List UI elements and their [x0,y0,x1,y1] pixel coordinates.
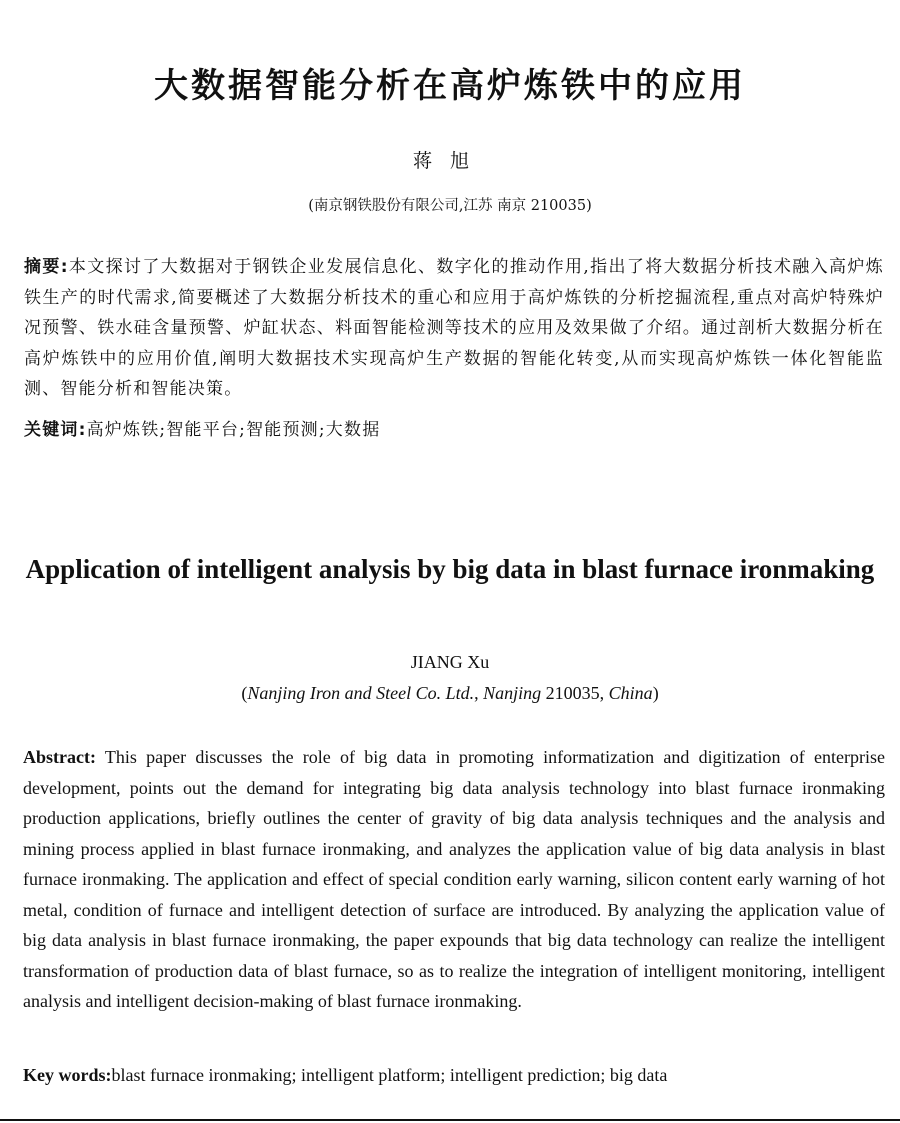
english-abstract-label: Abstract: [23,747,96,767]
affiliation-city: Nanjing [483,683,542,703]
affiliation-org: Nanjing Iron and Steel Co. Ltd. [247,683,475,703]
english-keywords [23,1060,885,1090]
affiliation-close-paren: ) [652,683,659,703]
english-abstract-text: This paper discusses the role of big data in promoting informatization and digitization of enterprise development, points out the demand for integrating big data analysis technology into blast furnace ironmaking production applications, briefly outlines the center of gravity of big data analysis techniques and the analysis and mining process applied in blast furnace ironmaking, and analyzes the application value of big data analysis in blast furnace ironmaking. The application and effect of special condition early warning, silicon content early warning of hot metal, condition of furnace and intelligent detection of surface are introduced. By analyzing the application value of big data analysis in blast furnace ironmaking, the paper expounds that big data technology can realize the intelligent transformation of production data of blast furnace, so as to realize the integration of intelligent monitoring, intelligent analysis and intelligent decision-making of blast furnace ironmaking. [23,747,885,1011]
chinese-abstract [24,252,884,405]
chinese-title: 大数据智能分析在高炉炼铁中的应用 [154,66,746,106]
affiliation-open-paren: ( [241,683,248,703]
chinese-abstract-text: 本文探讨了大数据对于钢铁企业发展信息化、数字化的推动作用,指出了将大数据分析技术融入高炉炼铁生产的时代需求,简要概述了大数据分析技术的重心和应用于高炉炼铁的分析挖掘流程,重点对高炉特殊炉况预警、铁水硅含量预警、炉缸状态、料面智能检测等技术的应用及效果做了介绍。通过剖析大数据分析在高炉炼铁中的应用价值,阐明大数据技术实现高炉生产数据的智能化转变,从而实现高炉炼铁一体化智能监测、智能分析和智能决策。 [24,257,884,399]
chinese-keywords-label: 关键词: [24,420,87,440]
affiliation-separator: , [474,683,484,703]
chinese-affiliation: (南京钢铁股份有限公司,江苏 南京 210035) [308,198,592,214]
english-title: Application of intelligent analysis by big data in blast furnace ironmaking [25,554,875,584]
chinese-keywords-text: 高炉炼铁;智能平台;智能预测;大数据 [86,420,381,440]
english-keywords-text: blast furnace ironmaking; intelligent platform; intelligent prediction; big data [111,1065,668,1085]
chinese-author: 蒋旭 [412,150,487,172]
english-abstract [23,742,885,1017]
chinese-abstract-label: 摘要: [24,257,69,277]
affiliation-postcode: 210035, [541,683,609,703]
affiliation-country: China [608,683,653,703]
bottom-rule [0,1119,900,1121]
english-affiliation [0,683,900,704]
chinese-keywords [24,415,884,445]
english-keywords-label: Key words: [23,1065,112,1085]
english-author: JIANG Xu [410,652,490,672]
